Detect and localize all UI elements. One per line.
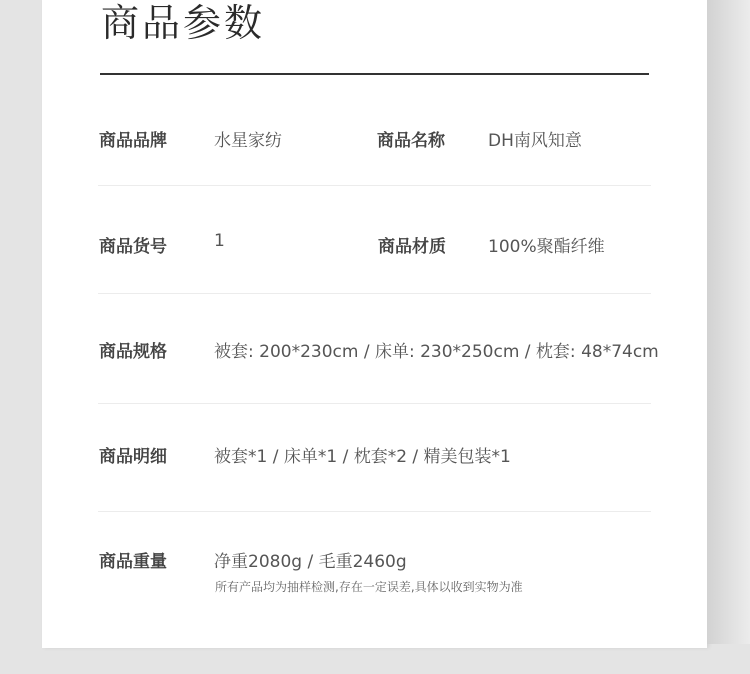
weight-value: 净重2080g / 毛重2460g: [214, 552, 407, 572]
background-shade: [707, 0, 750, 644]
specification-value: 被套: 200*230cm / 床单: 230*250cm / 枕套: 48*74cm: [214, 342, 659, 362]
contents-value: 被套*1 / 床单*1 / 枕套*2 / 精美包装*1: [214, 447, 511, 467]
row-divider: [98, 403, 651, 404]
weight-note: 所有产品均为抽样检测,存在一定误差,具体以收到实物为准: [215, 580, 523, 594]
title-divider: [100, 73, 649, 75]
material-value: 100%聚酯纤维: [488, 237, 605, 257]
brand-label: 商品品牌: [99, 131, 167, 151]
weight-label: 商品重量: [99, 552, 167, 572]
brand-value: 水星家纺: [214, 131, 282, 151]
product-name-value: DH南风知意: [488, 131, 582, 151]
row-divider: [98, 185, 651, 186]
material-label: 商品材质: [378, 237, 446, 257]
page-title: 商品参数: [101, 1, 266, 45]
item-number-value: 1: [214, 231, 225, 251]
product-name-label: 商品名称: [377, 131, 445, 151]
specification-label: 商品规格: [99, 342, 167, 362]
row-divider: [98, 511, 651, 512]
contents-label: 商品明细: [99, 447, 167, 467]
item-number-label: 商品货号: [99, 237, 167, 257]
row-divider: [98, 293, 651, 294]
